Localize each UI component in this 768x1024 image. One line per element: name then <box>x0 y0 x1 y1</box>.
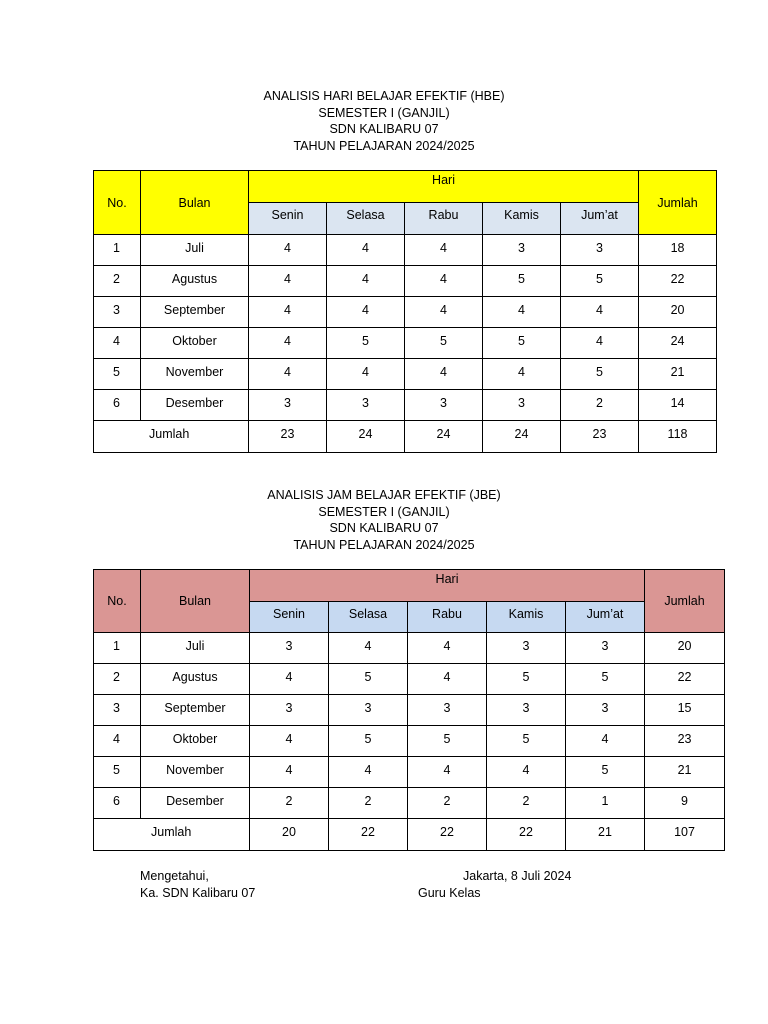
row-value: 4 <box>249 359 327 390</box>
row-value: 4 <box>327 297 405 328</box>
total-row <box>94 819 725 851</box>
row-bulan: Agustus <box>141 266 249 297</box>
total-value: 21 <box>566 819 645 851</box>
jbe-header-no: No. <box>94 570 141 633</box>
row-value: 5 <box>561 266 639 297</box>
row-bulan: Desember <box>141 788 250 819</box>
total-jumlah: 118 <box>639 421 717 453</box>
row-jumlah: 22 <box>645 664 725 695</box>
table-row <box>94 328 717 359</box>
table-row <box>94 726 725 757</box>
row-value: 3 <box>566 695 645 726</box>
jbe-title-block <box>0 487 768 553</box>
row-value: 3 <box>487 695 566 726</box>
row-value: 3 <box>483 235 561 266</box>
table-row <box>94 695 725 726</box>
jbe-day-header: Rabu <box>408 602 487 633</box>
row-value: 5 <box>561 359 639 390</box>
hbe-title-line: SDN KALIBARU 07 <box>329 122 439 136</box>
row-value: 4 <box>249 328 327 359</box>
table-row <box>94 664 725 695</box>
jbe-title-line: SDN KALIBARU 07 <box>329 521 439 535</box>
row-value: 4 <box>561 297 639 328</box>
signature-right <box>418 868 571 901</box>
hbe-table <box>93 170 717 453</box>
table-row <box>94 757 725 788</box>
table-row <box>94 390 717 421</box>
table-row <box>94 359 717 390</box>
row-no: 6 <box>94 788 141 819</box>
row-bulan: Juli <box>141 235 249 266</box>
row-bulan: Oktober <box>141 328 249 359</box>
jbe-title-line: TAHUN PELAJARAN 2024/2025 <box>293 537 475 552</box>
row-value: 3 <box>250 633 329 664</box>
total-value: 20 <box>250 819 329 851</box>
jbe-title-line: SEMESTER I (GANJIL) <box>318 504 450 519</box>
row-value: 4 <box>561 328 639 359</box>
row-value: 4 <box>405 359 483 390</box>
row-value: 3 <box>327 390 405 421</box>
row-value: 5 <box>487 664 566 695</box>
table-row <box>94 235 717 266</box>
row-value: 2 <box>408 788 487 819</box>
jbe-header-jumlah: Jumlah <box>645 570 725 633</box>
jbe-day-header: Jum’at <box>566 602 645 633</box>
row-jumlah: 20 <box>645 633 725 664</box>
row-value: 4 <box>408 633 487 664</box>
row-value: 2 <box>561 390 639 421</box>
row-no: 5 <box>94 757 141 788</box>
hbe-title-line: TAHUN PELAJARAN 2024/2025 <box>293 138 475 153</box>
row-value: 4 <box>249 235 327 266</box>
row-bulan: November <box>141 359 249 390</box>
signature-right-line1: Jakarta, 8 Juli 2024 <box>463 869 572 883</box>
signature-left-line1: Mengetahui, <box>140 869 209 883</box>
row-value: 5 <box>483 328 561 359</box>
row-no: 2 <box>94 664 141 695</box>
row-value: 4 <box>566 726 645 757</box>
row-value: 4 <box>249 266 327 297</box>
row-no: 6 <box>94 390 141 421</box>
jbe-table <box>93 569 725 851</box>
total-label: Jumlah <box>94 421 249 453</box>
row-jumlah: 21 <box>639 359 717 390</box>
row-value: 5 <box>566 664 645 695</box>
row-bulan: Juli <box>141 633 250 664</box>
row-value: 5 <box>483 266 561 297</box>
jbe-header-bulan: Bulan <box>141 570 250 633</box>
row-jumlah: 18 <box>639 235 717 266</box>
row-bulan: Agustus <box>141 664 250 695</box>
row-bulan: September <box>141 695 250 726</box>
row-value: 4 <box>405 235 483 266</box>
total-value: 23 <box>561 421 639 453</box>
table-row <box>94 266 717 297</box>
row-value: 3 <box>483 390 561 421</box>
row-value: 3 <box>561 235 639 266</box>
jbe-day-header: Senin <box>250 602 329 633</box>
row-jumlah: 23 <box>645 726 725 757</box>
row-no: 3 <box>94 297 141 328</box>
hbe-day-header: Kamis <box>483 203 561 235</box>
row-value: 4 <box>327 235 405 266</box>
signature-left <box>140 868 255 901</box>
row-no: 4 <box>94 328 141 359</box>
row-bulan: Oktober <box>141 726 250 757</box>
hbe-header-hari: Hari <box>249 171 639 203</box>
total-value: 22 <box>408 819 487 851</box>
row-jumlah: 20 <box>639 297 717 328</box>
row-value: 4 <box>249 297 327 328</box>
row-value: 4 <box>487 757 566 788</box>
row-value: 4 <box>327 266 405 297</box>
table-row <box>94 788 725 819</box>
total-value: 22 <box>329 819 408 851</box>
hbe-day-header: Senin <box>249 203 327 235</box>
row-value: 5 <box>329 726 408 757</box>
hbe-header-jumlah: Jumlah <box>639 171 717 235</box>
hbe-day-header: Rabu <box>405 203 483 235</box>
hbe-day-header: Selasa <box>327 203 405 235</box>
row-value: 4 <box>329 633 408 664</box>
row-value: 5 <box>329 664 408 695</box>
total-value: 24 <box>483 421 561 453</box>
hbe-day-header: Jum’at <box>561 203 639 235</box>
signature-left-line2: Ka. SDN Kalibaru 07 <box>140 885 256 900</box>
row-value: 4 <box>250 757 329 788</box>
jbe-header-hari: Hari <box>250 570 645 602</box>
table-row <box>94 297 717 328</box>
row-value: 4 <box>250 664 329 695</box>
total-value: 22 <box>487 819 566 851</box>
row-value: 4 <box>405 297 483 328</box>
row-value: 5 <box>408 726 487 757</box>
hbe-title-block <box>0 88 768 154</box>
row-jumlah: 21 <box>645 757 725 788</box>
table-row <box>94 633 725 664</box>
row-value: 3 <box>487 633 566 664</box>
total-label: Jumlah <box>94 819 250 851</box>
row-value: 3 <box>566 633 645 664</box>
row-jumlah: 9 <box>645 788 725 819</box>
row-bulan: Desember <box>141 390 249 421</box>
row-value: 2 <box>250 788 329 819</box>
row-value: 3 <box>408 695 487 726</box>
row-jumlah: 22 <box>639 266 717 297</box>
jbe-day-header: Kamis <box>487 602 566 633</box>
row-value: 4 <box>405 266 483 297</box>
row-bulan: September <box>141 297 249 328</box>
row-value: 4 <box>408 757 487 788</box>
row-value: 2 <box>329 788 408 819</box>
row-no: 1 <box>94 633 141 664</box>
hbe-header-no: No. <box>94 171 141 235</box>
row-value: 5 <box>327 328 405 359</box>
row-bulan: November <box>141 757 250 788</box>
row-no: 1 <box>94 235 141 266</box>
total-jumlah: 107 <box>645 819 725 851</box>
total-value: 24 <box>327 421 405 453</box>
row-value: 4 <box>408 664 487 695</box>
row-no: 3 <box>94 695 141 726</box>
hbe-title-line: ANALISIS HARI BELAJAR EFEKTIF (HBE) <box>263 89 505 103</box>
row-no: 2 <box>94 266 141 297</box>
row-value: 1 <box>566 788 645 819</box>
row-value: 4 <box>250 726 329 757</box>
row-jumlah: 14 <box>639 390 717 421</box>
row-no: 5 <box>94 359 141 390</box>
row-value: 4 <box>483 359 561 390</box>
row-value: 4 <box>329 757 408 788</box>
row-jumlah: 15 <box>645 695 725 726</box>
row-jumlah: 24 <box>639 328 717 359</box>
row-value: 5 <box>566 757 645 788</box>
row-value: 3 <box>405 390 483 421</box>
jbe-title-line: ANALISIS JAM BELAJAR EFEKTIF (JBE) <box>267 488 501 502</box>
row-value: 3 <box>249 390 327 421</box>
total-value: 23 <box>249 421 327 453</box>
row-value: 4 <box>327 359 405 390</box>
row-value: 4 <box>483 297 561 328</box>
jbe-day-header: Selasa <box>329 602 408 633</box>
signature-right-line2: Guru Kelas <box>418 885 481 900</box>
row-no: 4 <box>94 726 141 757</box>
total-value: 24 <box>405 421 483 453</box>
hbe-title-line: SEMESTER I (GANJIL) <box>318 105 450 120</box>
row-value: 5 <box>405 328 483 359</box>
row-value: 5 <box>487 726 566 757</box>
total-row <box>94 421 717 453</box>
hbe-header-bulan: Bulan <box>141 171 249 235</box>
row-value: 3 <box>329 695 408 726</box>
row-value: 3 <box>250 695 329 726</box>
row-value: 2 <box>487 788 566 819</box>
